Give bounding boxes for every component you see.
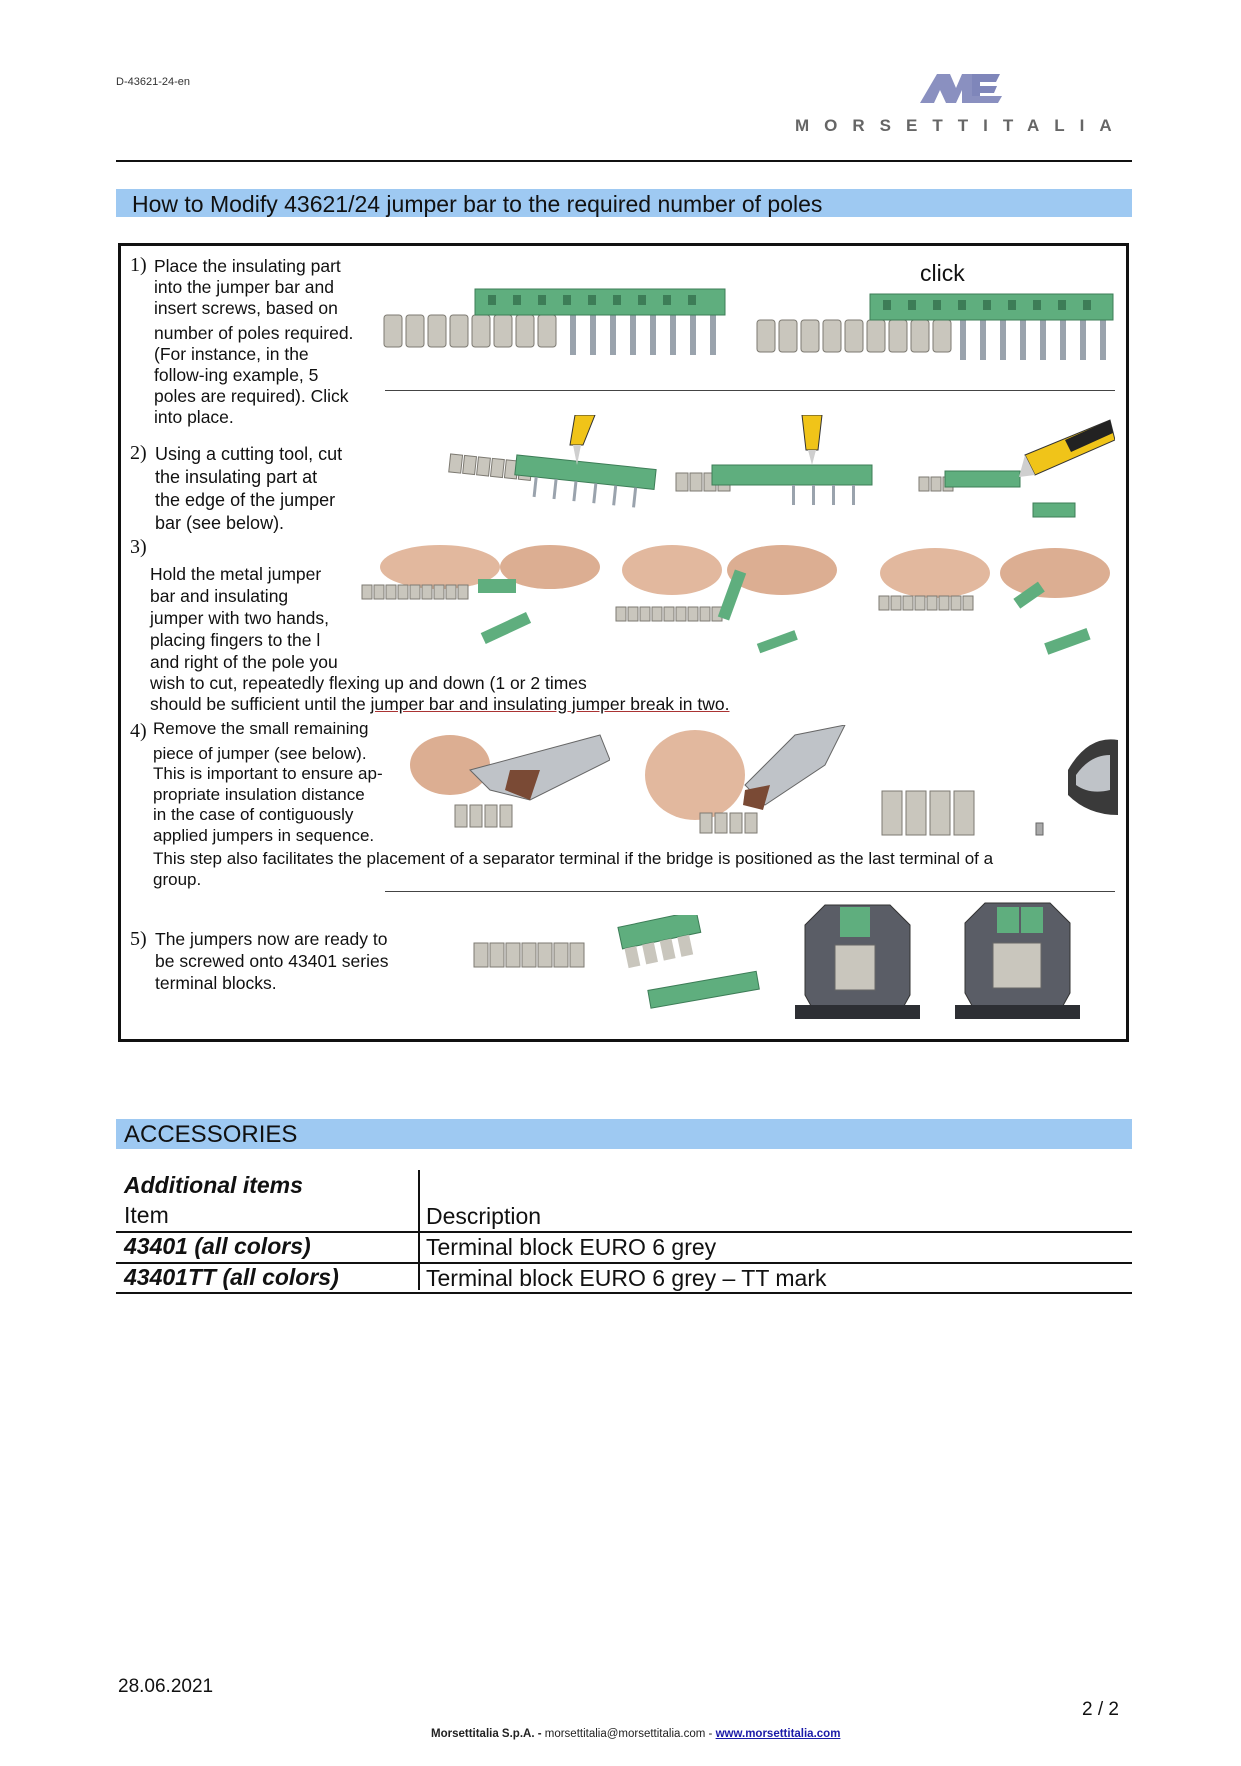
table-cell-description: Terminal block EURO 6 grey – TT mark: [426, 1265, 827, 1291]
terminal-block-image-b: [955, 893, 1080, 1028]
step-5-text: The jumpers now are ready to be screwed onto 43401 series terminal blocks.: [155, 929, 389, 993]
step-4-text: Remove the small remaining piece of jumper (see below). This is important to ensure ap- propriate insulation distance in the case of contiguously applied jumpers in sequence.: [153, 719, 383, 845]
table-group-label: Additional items: [124, 1172, 303, 1198]
table-header-description: Description: [426, 1203, 542, 1229]
step-1-number: 1): [130, 254, 147, 276]
step-separator: [385, 891, 1115, 892]
page-number: 2 / 2: [1082, 1699, 1119, 1720]
document-code: D-43621-24-en: [116, 76, 190, 88]
step-1-text: Place the insulating part into the jumper bar and insert screws, based on number of poles required. (For instance, in the follow-ing example, 5 poles are required). Click into place.: [154, 256, 354, 427]
remaining-piece-image: [878, 735, 1118, 845]
table-cell-description: Terminal block EURO 6 grey: [426, 1234, 717, 1260]
logo-wordmark: MORSETTITALIA: [795, 116, 1127, 135]
step-4-text-wide: This step also facilitates the placement of a separator terminal if the bridge is positioned as the last terminal of a: [153, 849, 994, 868]
cutting-image-c: [915, 415, 1115, 525]
footer-dash: -: [708, 1728, 713, 1740]
table-cell-item: 43401TT (all colors): [124, 1264, 339, 1290]
cutting-image-b: [672, 415, 882, 515]
hands-image-c: [875, 548, 1115, 658]
step-2-number: 2): [130, 442, 147, 464]
accessories-title-bar: [116, 1119, 1132, 1149]
click-label: click: [920, 260, 965, 286]
cutting-image-a: [445, 415, 665, 515]
step-2-text: Using a cutting tool, cut the insulating part at the edge of the jumper bar (see below).: [155, 444, 343, 533]
step-4-number: 4): [130, 720, 147, 742]
section-title: How to Modify 43621/24 jumper bar to the required number of poles: [132, 191, 823, 217]
header-rule: [116, 160, 1132, 162]
table-rule: [116, 1292, 1132, 1294]
table-column-divider: [418, 1170, 420, 1290]
hands-image-b: [612, 545, 842, 655]
footer-email[interactable]: morsettitalia@morsettitalia.com: [544, 1728, 706, 1740]
section-title-bar: [116, 189, 1132, 217]
accessories-title: ACCESSORIES: [124, 1121, 298, 1148]
accessories-table: [116, 1170, 1132, 1290]
terminal-block-image-a: [795, 895, 920, 1025]
table-cell-item: 43401 (all colors): [124, 1233, 311, 1259]
step-3-text-line-a: wish to cut, repeatedly flexing up and down (1 or 2 times: [150, 673, 587, 693]
hands-image-a: [360, 545, 605, 645]
footer-company: Morsettitalia S.p.A. -: [431, 1728, 542, 1740]
jumper-bar-image-b: [755, 290, 1115, 362]
footer-website-link[interactable]: www.morsettitalia.com: [715, 1728, 841, 1740]
pliers-image-b: [645, 725, 850, 840]
jumpers-ready-image: [470, 915, 770, 1015]
step-3-text: Hold the metal jumper bar and insulating jumper with two hands, placing fingers to the l and right of the pole you: [150, 564, 338, 672]
jumper-bar-image-a: [380, 285, 730, 357]
step-3-text-line-b: should be sufficient until the jumper bar and insulating jumper break in two.: [150, 694, 730, 714]
footer-contact: [431, 1728, 840, 1740]
table-header-item: Item: [124, 1202, 169, 1228]
step-separator: [385, 390, 1115, 391]
step-5-number: 5): [130, 928, 147, 950]
step-4-text-end: group.: [153, 870, 202, 889]
pliers-image-a: [410, 730, 610, 840]
document-date: 28.06.2021: [118, 1676, 214, 1697]
step-3-number: 3): [130, 536, 147, 558]
